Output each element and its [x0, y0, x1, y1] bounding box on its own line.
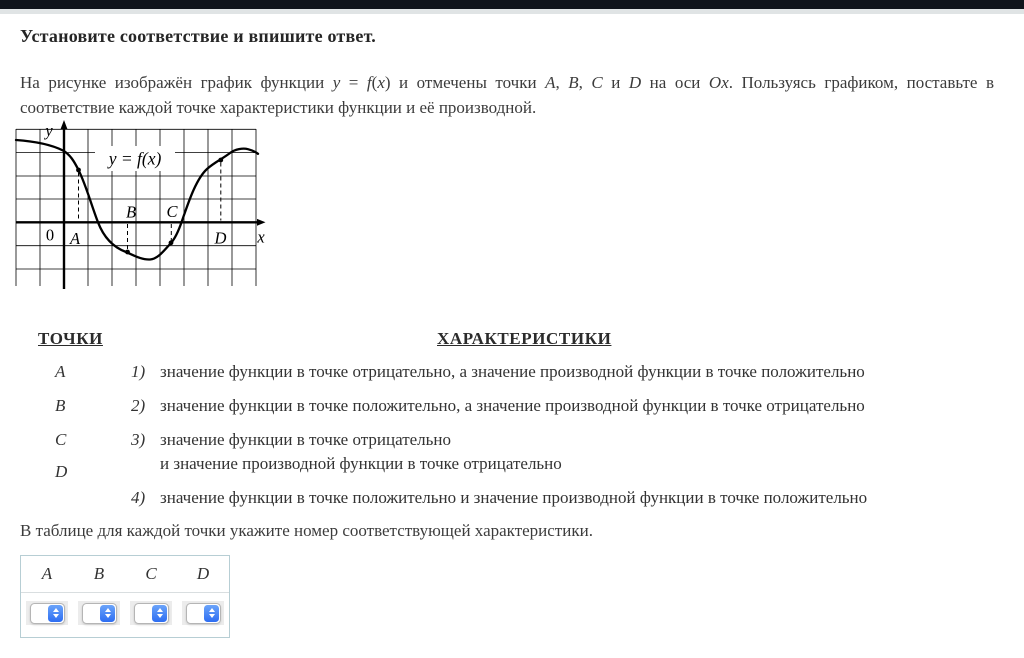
answer-header-d: D	[196, 564, 210, 583]
option-4-text: значение функции в точке положительно и значение производной функции в точке положительно	[160, 488, 868, 507]
origin-label: 0	[45, 225, 55, 245]
option-1-text: значение функции в точке отрицательно, а значение производной функции в точке положительно	[160, 362, 865, 381]
answer-select-c[interactable]	[134, 603, 169, 624]
answer-table	[20, 555, 230, 638]
top-gray-strip	[0, 9, 1024, 14]
select-stepper-icon[interactable]	[48, 605, 63, 622]
characteristics-column-header: ХАРАКТЕРИСТИКИ	[437, 329, 612, 348]
answer-table-divider	[21, 592, 229, 593]
option-3-number: 3)	[131, 430, 146, 449]
point-row-b: B	[55, 396, 66, 415]
point-row-c: C	[55, 430, 67, 449]
answer-header-a: A	[41, 564, 53, 583]
y-axis-label: y	[45, 121, 53, 140]
point-c-label: C	[166, 202, 178, 221]
answer-select-d[interactable]	[186, 603, 221, 624]
axes	[16, 120, 266, 289]
option-3-text: значение функции в точке отрицательно	[160, 430, 452, 449]
option-1-number: 1)	[131, 362, 146, 381]
point-d-dot	[218, 158, 223, 163]
option-3-text-line2: и значение производной функции в точке отрицательно	[160, 454, 562, 473]
point-b-dot	[125, 250, 130, 255]
point-a-label: A	[69, 229, 81, 248]
option-2-number: 2)	[131, 396, 146, 415]
point-c-dot	[169, 240, 174, 245]
task-description	[20, 70, 994, 120]
function-graph	[14, 119, 266, 291]
answer-header-b: B	[93, 564, 105, 583]
answer-select-a[interactable]	[30, 603, 65, 624]
answer-cell-d	[182, 601, 224, 625]
table-instruction: В таблице для каждой точки укажите номер соответствующей характеристики.	[20, 521, 593, 540]
answer-cell-b	[78, 601, 120, 625]
task-description-line2: соответствие каждой точке характеристики функции и её производной.	[20, 98, 537, 117]
points-column-header: ТОЧКИ	[38, 329, 103, 348]
select-stepper-icon[interactable]	[152, 605, 167, 622]
task-description-line1: На рисунке изображён график функции y = f(x) и отмечены точки A, B, C и D на оси Ox. Пользуясь графиком, поставьте в	[20, 73, 994, 92]
point-row-d: D	[55, 462, 68, 481]
marked-points	[76, 158, 223, 255]
answer-select-b[interactable]	[82, 603, 117, 624]
select-stepper-icon[interactable]	[100, 605, 115, 622]
window-top-bar	[0, 0, 1024, 9]
task-heading: Установите соответствие и впишите ответ.	[20, 26, 376, 46]
dashed-guides	[79, 163, 221, 250]
answer-header-c: C	[145, 564, 157, 583]
answer-cell-c	[130, 601, 172, 625]
point-d-label: D	[214, 228, 227, 248]
point-row-a: A	[55, 362, 66, 381]
point-a-dot	[76, 168, 81, 173]
select-stepper-icon[interactable]	[204, 605, 219, 622]
option-2-text: значение функции в точке положительно, а значение производной функции в точке отрицательно	[160, 396, 865, 415]
y-axis-arrow-icon	[61, 120, 68, 129]
x-axis-label: x	[257, 227, 265, 247]
curve-label: y = f(x)	[108, 148, 162, 169]
option-4-number: 4)	[131, 488, 146, 507]
x-axis-arrow-icon	[257, 219, 266, 226]
answer-cell-a	[26, 601, 68, 625]
point-b-label: B	[125, 202, 137, 222]
